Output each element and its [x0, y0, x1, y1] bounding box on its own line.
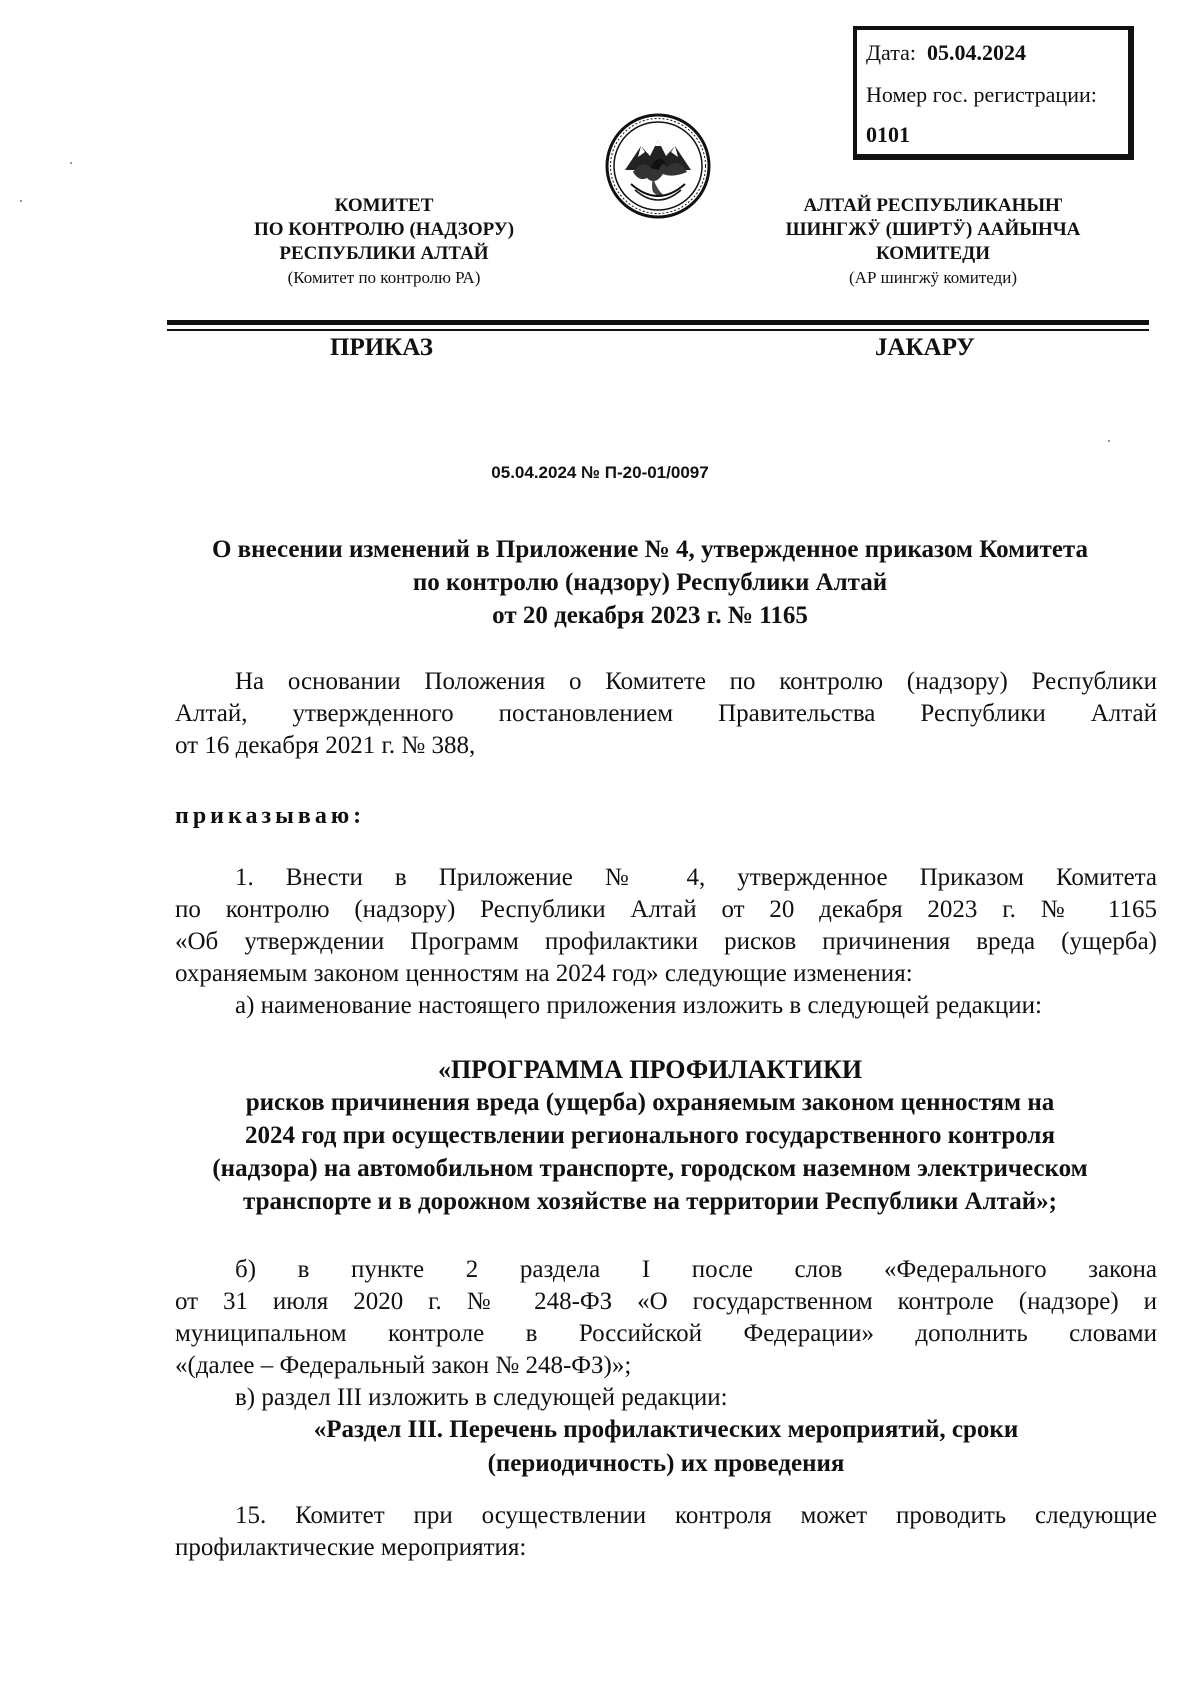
registration-date-value: 05.04.2024: [926, 40, 1026, 65]
item-15-paragraph: 15. Комитет при осуществлении контроля может проводить следующие профилактические мероприятия:: [175, 1502, 1157, 1561]
item-b-paragraph: б) в пункте 2 раздела I после слов «Федерального закона от 31 июля 2020 г. № 248-ФЗ «О государственном контроле (надзоре) и муниципальном контроле в Российской Федерации» дополнить словами «(далее – Федеральный закон № 248-ФЗ)»; в) раздел III изложить в следующей редакции:: [175, 1256, 1157, 1411]
header-left: КОМИТЕТ ПО КОНТРОЛЮ (НАДЗОРУ) РЕСПУБЛИКИ АЛТАЙ (Комитет по контролю РА): [253, 195, 515, 287]
section-3-title: «Раздел III. Перечень профилактических мероприятий, сроки (периодичность) их проведения: [313, 1416, 1019, 1477]
header-right: АЛТАЙ РЕСПУБЛИКАНЫҤ ШИНГЖӰ (ШИРТӰ) ААЙЫНЧА КОМИТЕДИ (АР шингжӱ комитеди): [785, 195, 1081, 287]
scan-speck: [70, 162, 72, 164]
registration-date: Дата: 05.04.2024: [866, 40, 1026, 65]
order-title-alt: JАКАРУ: [875, 334, 975, 361]
registration-box: [853, 26, 1134, 160]
header-divider-thick: [167, 320, 1149, 325]
registration-number-label: Номер гос. регистрации:: [866, 82, 1097, 107]
program-title: «ПРОГРАММА ПРОФИЛАКТИКИ рисков причинения вреда (ущерба) охраняемым законом ценностям на 2024 год при осуществлении регионального государственного контроля (надзора) на автомобильном транспорте, городском наземном электрическом транспорте и в дорожном хозяйстве на территории Республики Алтай»;: [212, 1055, 1088, 1215]
decree-word: приказываю:: [175, 803, 366, 829]
order-subject: О внесении изменений в Приложение № 4, утвержденное приказом Комитета по контролю (надзору) Республики Алтай от 20 декабря 2023 г. № 1165: [211, 536, 1089, 629]
basis-paragraph: На основании Положения о Комитете по контролю (надзору) Республики Алтай, утвержденного постановлением Правительства Республики Алтай от 16 декабря 2021 г. № 388,: [175, 668, 1157, 759]
order-number: 05.04.2024 № П-20-01/0097: [491, 463, 709, 482]
scan-speck: [20, 200, 22, 202]
header-divider-thin: [167, 329, 1149, 331]
registration-number-value: 0101: [866, 122, 910, 147]
scan-speck: [1108, 440, 1110, 442]
order-title-ru: ПРИКАЗ: [330, 334, 433, 361]
coat-of-arms-icon: [603, 112, 713, 220]
item-1-paragraph: 1. Внести в Приложение № 4, утвержденное Приказом Комитета по контролю (надзору) Республики Алтай от 20 декабря 2023 г. № 1165 «Об утверждении Программ профилактики рисков причинения вреда (ущерба) охраняемым законом ценностям на 2024 год» следующие изменения: а) наименование настоящего приложения изложить в следующей редакции:: [175, 864, 1157, 1019]
